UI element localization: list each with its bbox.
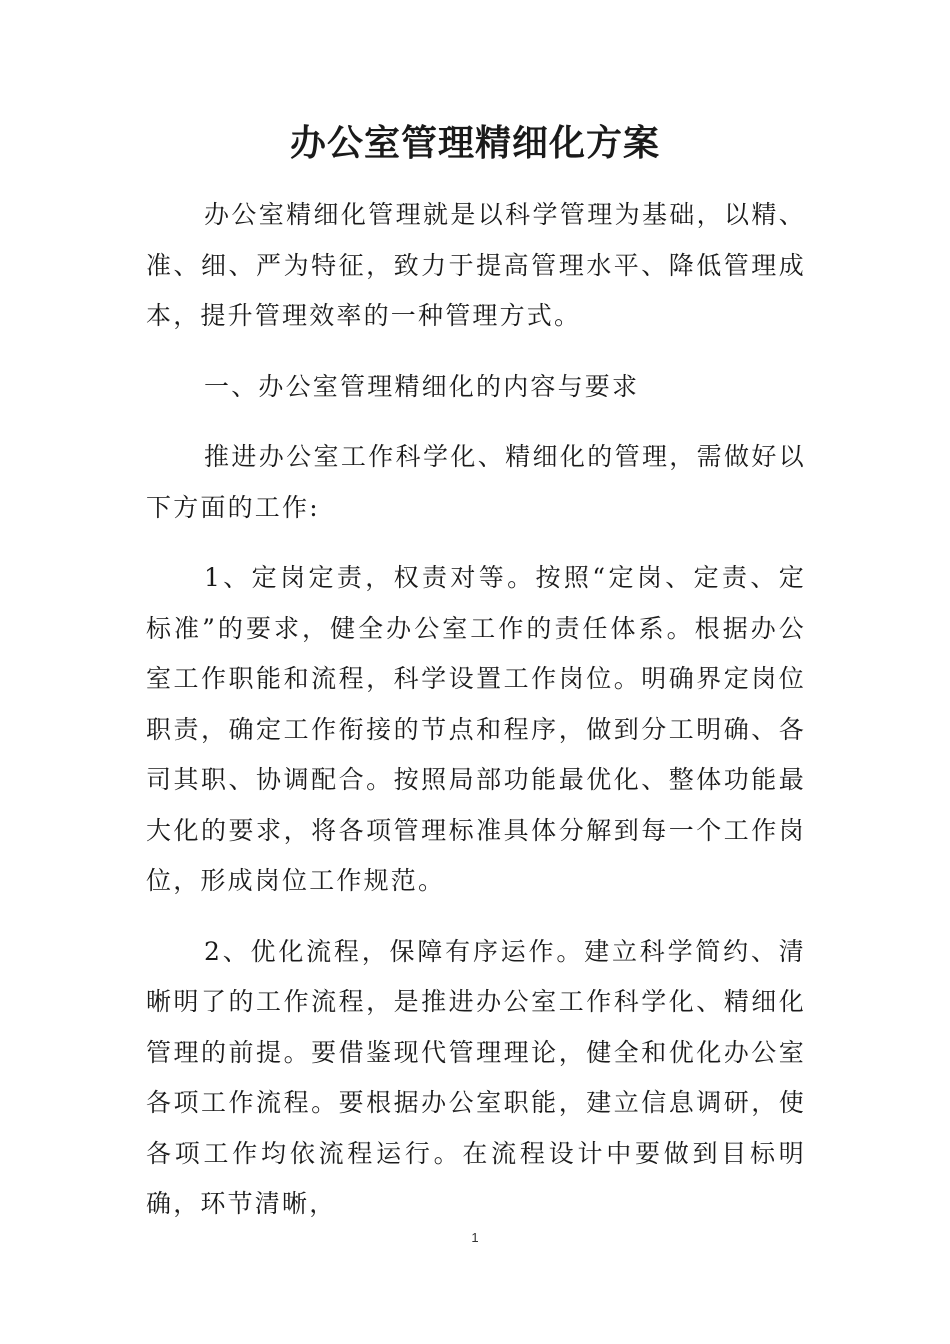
page-number: 1 bbox=[471, 1230, 479, 1245]
paragraph-intro: 办公室精细化管理就是以科学管理为基础，以精、准、细、严为特征，致力于提高管理水平、降低管理成本，提升管理效率的一种管理方式。 bbox=[146, 200, 806, 330]
paragraph-item-2: 2、优化流程，保障有序运作。建立科学简约、清晰明了的工作流程，是推进办公室工作科学化、精细化管理的前提。要借鉴现代管理理论，健全和优化办公室各项工作流程。要根据办公室职能，建立信息调研，使各项工作均依流程运行。在流程设计中要做到目标明确，环节清晰， bbox=[146, 936, 806, 1218]
paragraph-overview: 推进办公室工作科学化、精细化的管理，需做好以下方面的工作: bbox=[146, 442, 806, 522]
document-body bbox=[146, 190, 806, 1230]
section-heading-1: 一、办公室管理精细化的内容与要求 bbox=[204, 371, 640, 401]
document-title: 办公室管理精细化方案 bbox=[289, 122, 660, 164]
paragraph-item-1: 1、定岗定责，权责对等。按照“定岗、定责、定标准”的要求，健全办公室工作的责任体系。根据办公室工作职能和流程，科学设置工作岗位。明确界定岗位职责，确定工作衔接的节点和程序，做到分工明确、各司其职、协调配合。按照局部功能最优化、整体功能最大化的要求，将各项管理标准具体分解到每一个工作岗位，形成岗位工作规范。 bbox=[146, 563, 806, 895]
